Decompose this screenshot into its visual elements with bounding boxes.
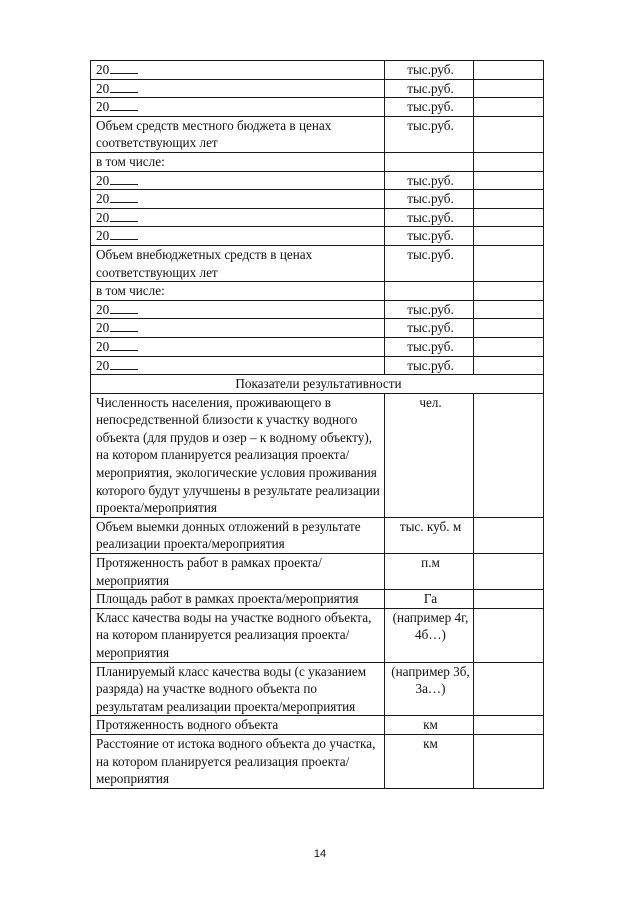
table-row (91, 608, 544, 662)
value-cell (474, 208, 544, 227)
year-blank-line (110, 172, 138, 185)
unit-cell: тыс.руб. (385, 171, 474, 190)
table-body (91, 61, 544, 789)
year-label: 20 (96, 172, 110, 188)
table-row (91, 662, 544, 716)
unit-cell: п.м (385, 554, 474, 590)
table-row (91, 116, 544, 152)
value-cell (474, 61, 544, 80)
year-blank-line (110, 190, 138, 203)
indicator-name-cell: Объем внебюджетных средств в ценах соответствующих лет (91, 245, 385, 281)
value-cell (474, 190, 544, 209)
indicator-name-cell: Площадь работ в рамках проекта/мероприятия (91, 590, 385, 609)
year-cell (91, 208, 385, 227)
year-blank-line (110, 338, 138, 351)
table-row (91, 245, 544, 281)
value-cell (474, 554, 544, 590)
unit-cell: чел. (385, 393, 474, 517)
table-row (91, 300, 544, 319)
unit-cell: км (385, 734, 474, 788)
year-blank-line (110, 319, 138, 332)
section-header-row (91, 375, 544, 394)
indicator-name-cell: Класс качества воды на участке водного объекта, на котором планируется реализация проекта/мероприятия (91, 608, 385, 662)
year-blank-line (110, 209, 138, 222)
value-cell (474, 300, 544, 319)
indicator-name-cell: Численность населения, проживающего в непосредственной близости к участку водного объекта (для прудов и озер – к водному объекту), на котором планируется реализация проекта/мероприятия, экологические условия проживания которого будут улучшены в результате реализации проекта/мероприятия (91, 393, 385, 517)
table-row (91, 79, 544, 98)
unit-cell: тыс.руб. (385, 61, 474, 80)
year-cell (91, 319, 385, 338)
value-cell (474, 116, 544, 152)
table-row (91, 393, 544, 517)
year-blank-line (110, 301, 138, 314)
unit-cell: тыс.руб. (385, 208, 474, 227)
table-row (91, 98, 544, 117)
unit-cell: тыс.руб. (385, 227, 474, 246)
value-cell (474, 98, 544, 117)
value-cell (474, 337, 544, 356)
unit-cell: тыс.руб. (385, 116, 474, 152)
table-row (91, 171, 544, 190)
year-label: 20 (96, 357, 110, 373)
unit-cell: тыс.руб. (385, 337, 474, 356)
year-label: 20 (96, 99, 110, 115)
indicators-table (90, 60, 544, 789)
year-cell (91, 98, 385, 117)
table-row (91, 337, 544, 356)
table-row (91, 227, 544, 246)
unit-cell: тыс.руб. (385, 300, 474, 319)
year-cell (91, 61, 385, 80)
value-cell (474, 245, 544, 281)
value-cell (474, 734, 544, 788)
section-title: Показатели результативности (91, 375, 544, 394)
indicator-name-cell: Протяженность работ в рамках проекта/мероприятия (91, 554, 385, 590)
value-cell (474, 356, 544, 375)
indicator-name-cell: Объем средств местного бюджета в ценах соответствующих лет (91, 116, 385, 152)
value-cell (474, 662, 544, 716)
table-row (91, 282, 544, 301)
table-row (91, 208, 544, 227)
value-cell (474, 282, 544, 301)
unit-cell: Га (385, 590, 474, 609)
year-blank-line (110, 227, 138, 240)
subheading-cell: в том числе: (91, 282, 385, 301)
page-number: 14 (313, 848, 327, 860)
year-blank-line (110, 98, 138, 111)
value-cell (474, 79, 544, 98)
value-cell (474, 152, 544, 171)
value-cell (474, 608, 544, 662)
year-label: 20 (96, 301, 110, 317)
value-cell (474, 716, 544, 735)
table-row (91, 716, 544, 735)
unit-cell: тыс.руб. (385, 245, 474, 281)
year-label: 20 (96, 338, 110, 354)
indicator-name-cell: Объем выемки донных отложений в результате реализации проекта/мероприятия (91, 517, 385, 553)
value-cell (474, 319, 544, 338)
unit-cell: тыс. куб. м (385, 517, 474, 553)
value-cell (474, 590, 544, 609)
table-row (91, 734, 544, 788)
unit-cell: км (385, 716, 474, 735)
table-row (91, 590, 544, 609)
unit-cell (385, 152, 474, 171)
year-label: 20 (96, 62, 110, 77)
table-row (91, 517, 544, 553)
table-row (91, 554, 544, 590)
year-label: 20 (96, 228, 110, 244)
indicator-name-cell: Планируемый класс качества воды (с указанием разряда) на участке водного объекта по результатам реализации проекта/мероприятия (91, 662, 385, 716)
unit-cell: (например 3б, 3а…) (385, 662, 474, 716)
year-blank-line (110, 357, 138, 370)
year-label: 20 (96, 191, 110, 207)
indicator-name-cell: Расстояние от истока водного объекта до участка, на котором планируется реализация проекта/мероприятия (91, 734, 385, 788)
subheading-cell: в том числе: (91, 152, 385, 171)
value-cell (474, 227, 544, 246)
year-blank-line (110, 80, 138, 93)
value-cell (474, 517, 544, 553)
year-cell (91, 300, 385, 319)
unit-cell: тыс.руб. (385, 319, 474, 338)
table-row (91, 356, 544, 375)
year-blank-line (110, 61, 138, 74)
table-row (91, 190, 544, 209)
unit-cell: (например 4г, 4б…) (385, 608, 474, 662)
year-label: 20 (96, 320, 110, 336)
table-row (91, 152, 544, 171)
year-cell (91, 190, 385, 209)
year-label: 20 (96, 80, 110, 96)
indicator-name-cell: Протяженность водного объекта (91, 716, 385, 735)
year-cell (91, 227, 385, 246)
value-cell (474, 171, 544, 190)
unit-cell: тыс.руб. (385, 98, 474, 117)
year-cell (91, 356, 385, 375)
year-cell (91, 79, 385, 98)
table-row (91, 319, 544, 338)
year-cell (91, 337, 385, 356)
table-row (91, 61, 544, 80)
unit-cell: тыс.руб. (385, 356, 474, 375)
unit-cell (385, 282, 474, 301)
year-label: 20 (96, 209, 110, 225)
value-cell (474, 393, 544, 517)
unit-cell: тыс.руб. (385, 79, 474, 98)
unit-cell: тыс.руб. (385, 190, 474, 209)
year-cell (91, 171, 385, 190)
